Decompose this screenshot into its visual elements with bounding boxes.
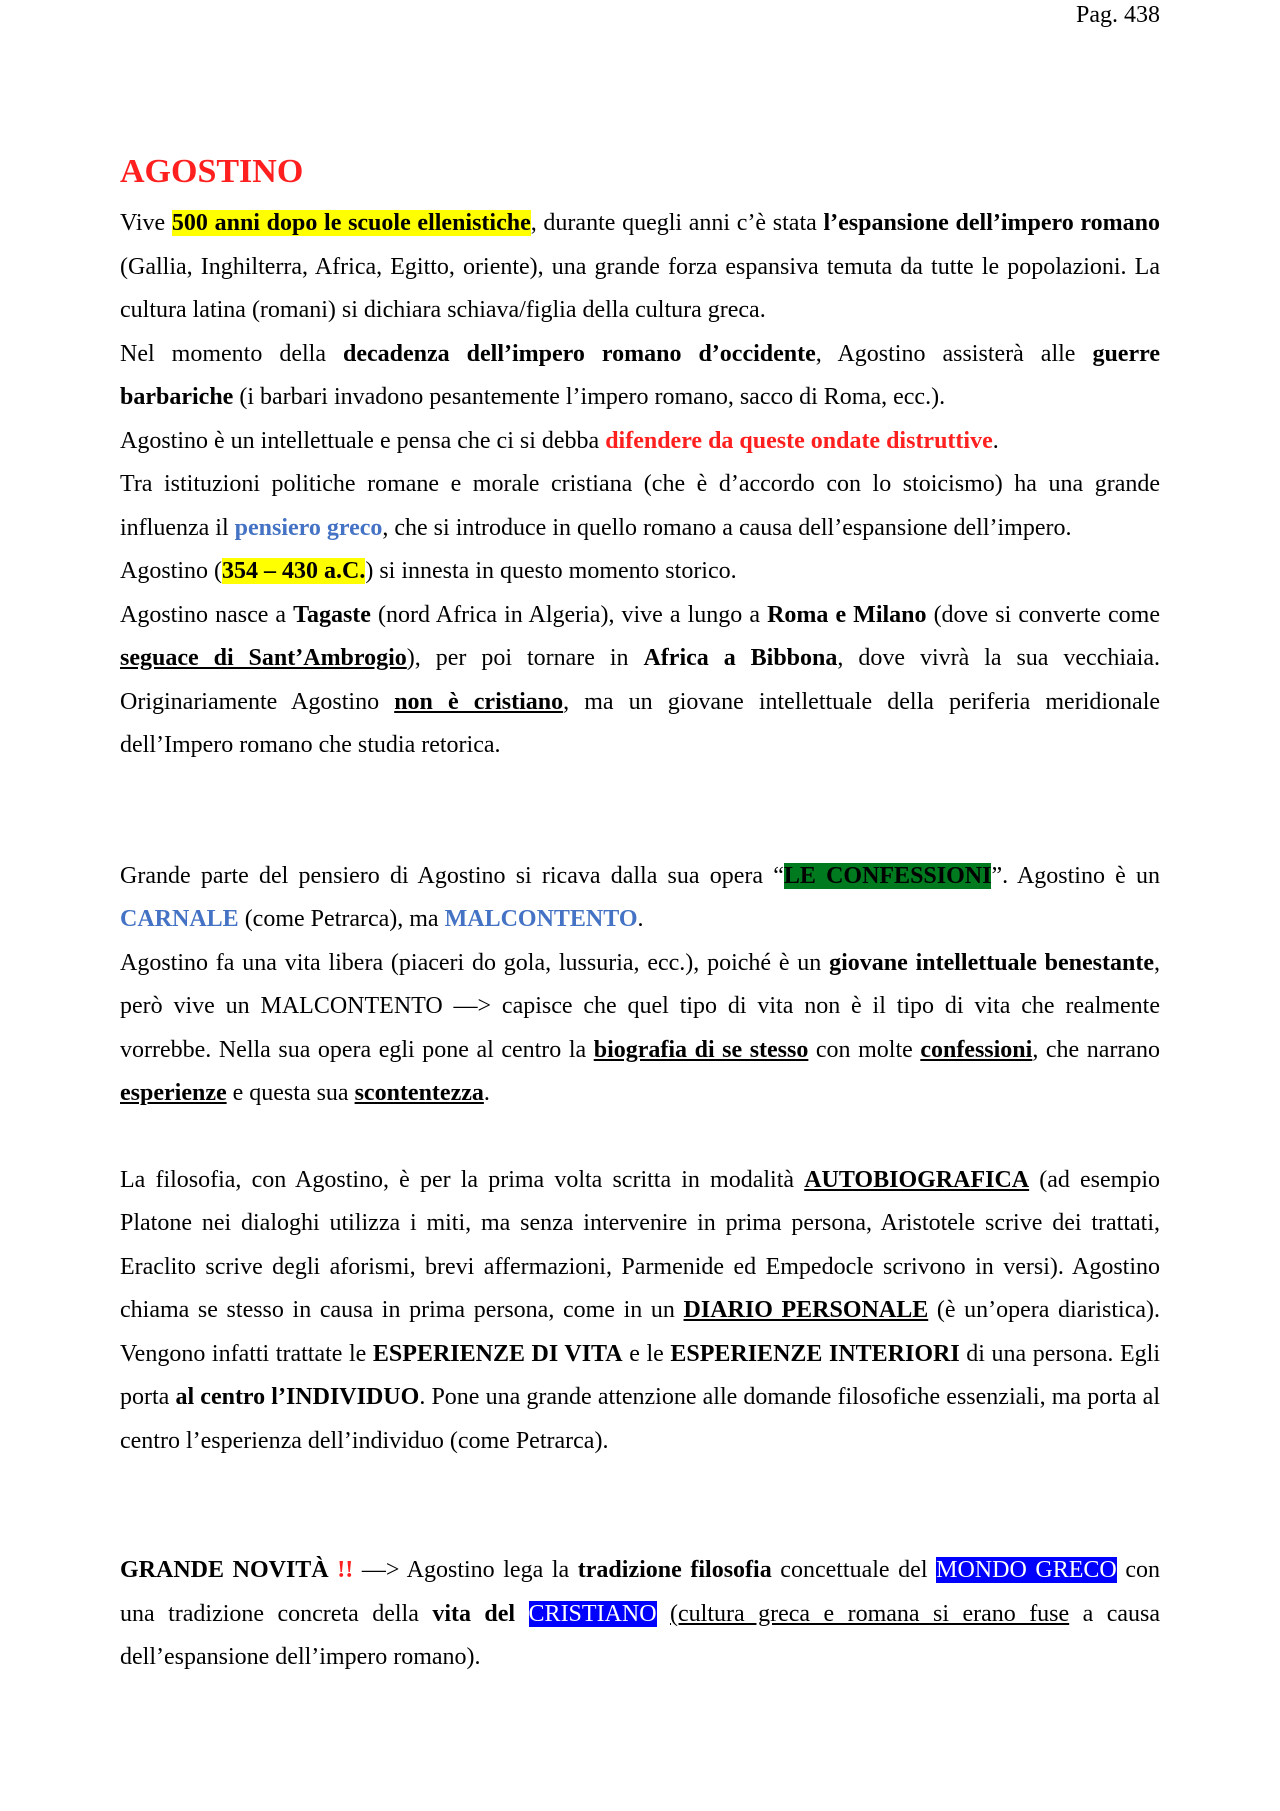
paragraph-life [120, 942, 1160, 1116]
paragraph-autobiography [120, 1159, 1160, 1464]
underlined-bold-text: confessioni [920, 1036, 1033, 1063]
text: , dove vivrà la sua vecchiaia. Originariamente Agostino [120, 645, 1161, 715]
underlined-bold-text: seguace di Sant’Ambrogio [120, 645, 407, 671]
text: . [637, 906, 644, 932]
text: (è un’opera diaristica). Vengono infatti trattate le [120, 1297, 1161, 1367]
paragraph-dates [120, 550, 1160, 594]
text: a causa dell’espansione dell’impero romano). [120, 1600, 1161, 1670]
text: , ma un giovane intellettuale della periferia meridionale dell’Impero romano che studia retorica. [120, 688, 1161, 758]
text: , che si introduce in quello romano a causa dell’espansione dell’impero. [382, 514, 1072, 541]
text [657, 1601, 670, 1627]
bold-text: Roma e Milano [767, 601, 927, 628]
bold-text: l’espansione dell’impero romano [823, 210, 1160, 236]
bold-text: al centro l’INDIVIDUO [175, 1384, 420, 1410]
text: . Pone una grande attenzione alle domande filosofiche essenziali, ma porta al centro l’esperienza dell’individuo (come Petrarca). [120, 1384, 1160, 1454]
text: ), per poi tornare in [406, 645, 644, 671]
bold-text: decadenza dell’impero romano d’occidente [343, 340, 816, 367]
text: (ad esempio Platone nei dialoghi utilizza i miti, ma senza intervenire in prima persona, Aristotele scrive dei trattati, Eraclito scrive degli aforismi, brevi affermazioni, Parmenide ed Empedocle scrivono in versi). Agostino chiama se stesso in causa in prima persona, come in un [120, 1166, 1161, 1323]
text: , Agostino assisterà alle [815, 340, 1093, 367]
text: e le [622, 1340, 671, 1367]
bold-text: tradizione filosofia [577, 1557, 772, 1583]
underlined-bold-text: DIARIO PERSONALE [683, 1297, 929, 1323]
paragraph-greek-thought [120, 463, 1160, 550]
text: (Gallia, Inghilterra, Africa, Egitto, oriente), una grande forza espansiva temuta da tutte le popolazioni. La cultura latina (romani) si dichiara schiava/figlia della cultura greca. [120, 253, 1160, 323]
underlined-bold-text: esperienze [120, 1080, 227, 1106]
highlight-blue: CRISTIANO [528, 1600, 657, 1627]
paragraph-biography [120, 594, 1160, 768]
blue-bold-text: MALCONTENTO [444, 906, 638, 932]
text: (come Petrarca), ma [238, 906, 445, 932]
text: . [483, 1080, 490, 1106]
text: Agostino nasce a [120, 601, 294, 628]
page-title: AGOSTINO [120, 153, 304, 190]
blue-bold-text: CARNALE [120, 906, 239, 932]
highlight-blue: MONDO GRECO [936, 1557, 1117, 1583]
document-body [120, 148, 1160, 1680]
blue-bold-text: pensiero greco [234, 514, 383, 541]
bold-text: ESPERIENZE INTERIORI [670, 1340, 960, 1367]
underlined-text: (cultura greca e romana si erano fuse [670, 1600, 1070, 1627]
red-bold-text: difendere da queste ondate distruttive [605, 427, 993, 454]
text: con molte [808, 1036, 921, 1063]
text: Agostino è un intellettuale e pensa che ci si debba [120, 427, 606, 454]
paragraph-decadence [120, 333, 1160, 420]
bold-text: Africa a Bibbona [643, 645, 838, 671]
text: concettuale del [771, 1557, 937, 1583]
bold-text: vita del [432, 1600, 529, 1627]
text: ”. Agostino è un [991, 862, 1161, 889]
paragraph-intellectual [120, 420, 1160, 464]
text: , però vive un MALCONTENTO —> capisce che quel tipo di vita non è il tipo di vita che realmente vorrebbe. Nella sua opera egli pone al centro la [120, 949, 1160, 1063]
text: Vive [120, 210, 172, 236]
text: (dove si converte come [926, 601, 1160, 628]
bold-text: guerre barbariche [120, 340, 1160, 410]
underlined-bold-text: scontentezza [354, 1080, 484, 1106]
text: di una persona. Egli porta [120, 1340, 1160, 1410]
text: (i barbari invadono pesantemente l’impero romano, sacco di Roma, ecc.). [233, 384, 946, 410]
text: ) si innesta in questo momento storico. [365, 558, 737, 584]
paragraph-confessioni [120, 855, 1160, 942]
bold-text: giovane intellettuale benestante [829, 949, 1154, 976]
text: Grande parte del pensiero di Agostino si ricava dalla sua opera “ [120, 862, 784, 889]
page-number: Pag. 438 [1076, 2, 1160, 28]
highlight-yellow: 500 anni dopo le scuole ellenistiche [171, 210, 531, 236]
text: Agostino fa una vita libera (piaceri do gola, lussuria, ecc.), poiché è un [120, 949, 830, 976]
text: , durante quegli anni c’è stata [530, 210, 824, 236]
text: —> Agostino lega la [353, 1557, 578, 1583]
text: , che narrano [1032, 1036, 1161, 1063]
highlight-green: LE CONFESSIONI [783, 862, 992, 889]
underlined-bold-text: non è cristiano [394, 688, 564, 715]
text: La filosofia, con Agostino, è per la prima volta scritta in modalità [120, 1166, 805, 1193]
text: e questa sua [226, 1080, 355, 1106]
underlined-bold-text: AUTOBIOGRAFICA [804, 1166, 1030, 1193]
text: con una tradizione concreta della [120, 1557, 1161, 1627]
text: . [992, 427, 999, 454]
red-bold-text: !! [337, 1557, 354, 1583]
bold-text: ESPERIENZE DI VITA [372, 1340, 623, 1367]
text: Nel momento della [120, 340, 343, 367]
highlight-yellow: 354 – 430 a.C. [222, 558, 366, 584]
text: Agostino ( [120, 558, 222, 584]
bold-text: GRANDE NOVITÀ [120, 1557, 338, 1583]
paragraph-intro [120, 202, 1160, 333]
text: (nord Africa in Algeria), vive a lungo a [370, 601, 768, 628]
text: Tra istituzioni politiche romane e morale cristiana (che è d’accordo con lo stoicismo) ha una grande influenza il [120, 471, 1160, 541]
paragraph-novelty [120, 1549, 1160, 1680]
bold-text: Tagaste [293, 601, 371, 628]
underlined-bold-text: biografia di se stesso [593, 1036, 809, 1063]
